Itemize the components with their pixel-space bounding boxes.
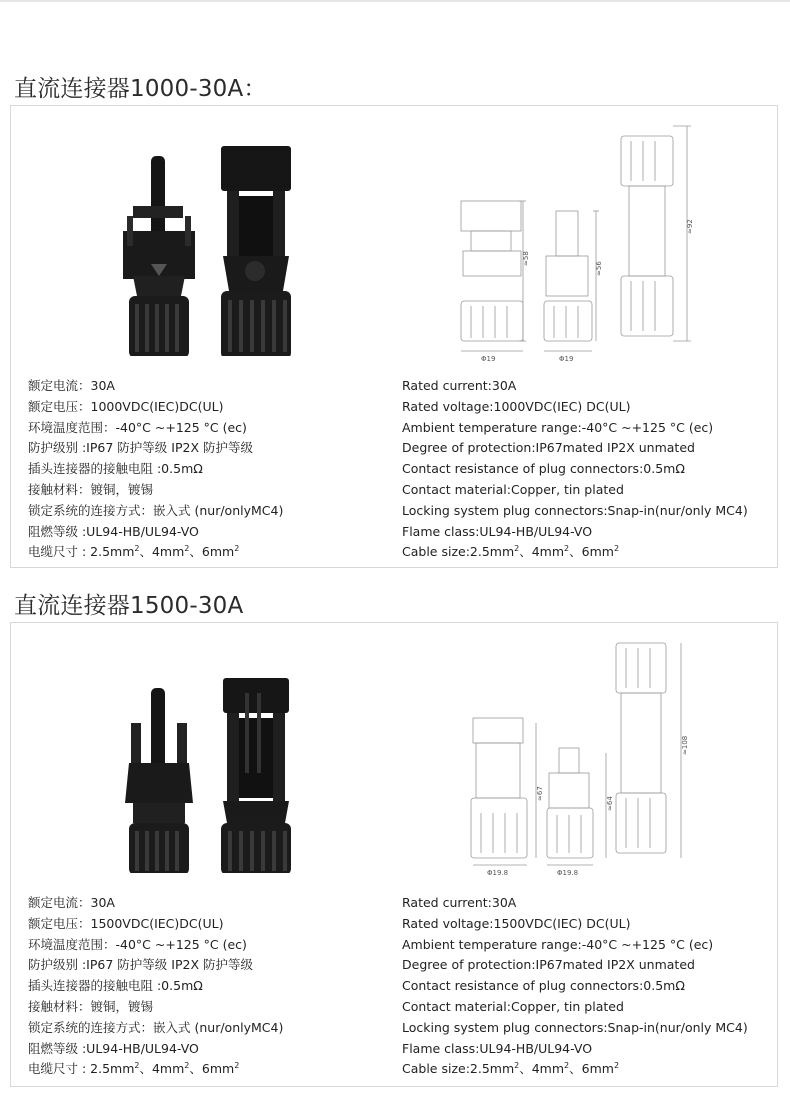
spec-line: 阻燃等级 :UL94-HB/UL94-VO xyxy=(28,1040,199,1056)
dimension-drawing-1000v xyxy=(451,116,761,371)
dim-diameter-1: Φ19 xyxy=(481,355,496,363)
product-card-1500v xyxy=(10,622,778,1087)
spec-line: Ambient temperature range:-40°C ~+125 °C (ec) xyxy=(402,419,714,435)
spec-line: Flame class:UL94-HB/UL94-VO xyxy=(402,523,593,539)
spec-line: 锁定系统的连接方式：嵌入式 (nur/onlyMC4) xyxy=(28,502,284,518)
spec-line: 锁定系统的连接方式：嵌入式 (nur/onlyMC4) xyxy=(28,1019,284,1035)
spec-line: Rated voltage:1000VDC(IEC) DC(UL) xyxy=(402,398,631,414)
spec-line: Rated current:30A xyxy=(402,895,517,910)
spec-line: Rated current:30A xyxy=(402,378,517,393)
dim-height-2: ≈56 xyxy=(595,261,603,276)
specs-chinese-1000v xyxy=(28,376,283,563)
specs-chinese-1500v xyxy=(28,893,283,1080)
spec-line-cable-size: Cable $size:2.5mm^2$、$4mm^2$、$6mm^2$ xyxy=(402,544,620,560)
spec-line: 阻燃等级 :UL94-HB/UL94-VO xyxy=(28,523,199,539)
spec-line-cable-size: 电缆尺寸 : $2.5mm^2$、$4mm^2$、$6mm^2$ xyxy=(28,544,240,560)
dim-height-2: ≈64 xyxy=(606,796,614,811)
dim-diameter-2: Φ19 xyxy=(559,355,574,363)
dim-diameter-1: Φ19.8 xyxy=(487,869,509,877)
dim-height-3: ≈108 xyxy=(681,735,689,755)
spec-line: Degree of protection:IP67mated IP2X unmated xyxy=(402,957,695,973)
specs-english-1500v xyxy=(402,893,748,1080)
spec-line: 额定电压：1500VDC(IEC)DC(UL) xyxy=(28,915,224,931)
spec-line: 接触材料：镀铜，镀锡 xyxy=(28,481,154,497)
dim-height-1: ≈67 xyxy=(536,786,544,801)
dim-diameter-2: Φ19.8 xyxy=(557,869,579,877)
spec-line-cable-size: Cable $size:2.5mm^2$、$4mm^2$、$6mm^2$ xyxy=(402,1061,620,1077)
spec-line: 接触材料：镀铜，镀锡 xyxy=(28,998,154,1014)
spec-line: 环境温度范围：-40°C ~+125 °C (ec) xyxy=(28,419,247,435)
spec-line: Contact resistance of plug connectors:0.5mΩ xyxy=(402,461,685,477)
spec-line: 额定电流：30A xyxy=(28,895,115,910)
section-title-1000v: 直流连接器1000-30A： xyxy=(14,76,267,102)
spec-line: Locking system plug connectors:Snap-in(nur/only MC4) xyxy=(402,1019,748,1035)
spec-line: Locking system plug connectors:Snap-in(nur/only MC4) xyxy=(402,502,748,518)
spec-line: 额定电压：1000VDC(IEC)DC(UL) xyxy=(28,398,224,414)
spec-line: Rated voltage:1500VDC(IEC) DC(UL) xyxy=(402,915,631,931)
spec-line: Ambient temperature range:-40°C ~+125 °C (ec) xyxy=(402,936,714,952)
spec-line: Flame class:UL94-HB/UL94-VO xyxy=(402,1040,593,1056)
connector-photo-1000v xyxy=(111,126,311,356)
spec-line: 防护级别 :IP67 防护等级 IP2X 防护等级 xyxy=(28,440,253,456)
spec-line: Contact resistance of plug connectors:0.5mΩ xyxy=(402,978,685,994)
dim-height-3: ≈92 xyxy=(686,219,694,234)
spec-line: Contact material:Copper, tin plated xyxy=(402,998,624,1014)
top-divider xyxy=(0,0,790,2)
specs-english-1000v xyxy=(402,376,748,563)
dimension-drawing-1500v xyxy=(451,633,761,888)
spec-line: 额定电流：30A xyxy=(28,378,115,393)
spec-line: 插头连接器的接触电阻 :0.5mΩ xyxy=(28,978,203,994)
spec-line: Contact material:Copper, tin plated xyxy=(402,481,624,497)
connector-photo-1500v xyxy=(111,643,311,873)
dim-height-1: ≈58 xyxy=(522,251,530,266)
product-card-1000v xyxy=(10,105,778,568)
section-title-1500v: 直流连接器1500-30A xyxy=(14,593,244,619)
spec-line-cable-size: 电缆尺寸 : $2.5mm^2$、$4mm^2$、$6mm^2$ xyxy=(28,1061,240,1077)
spec-line: 防护级别 :IP67 防护等级 IP2X 防护等级 xyxy=(28,957,253,973)
spec-line: Degree of protection:IP67mated IP2X unmated xyxy=(402,440,695,456)
spec-line: 环境温度范围：-40°C ~+125 °C (ec) xyxy=(28,936,247,952)
spec-line: 插头连接器的接触电阻 :0.5mΩ xyxy=(28,461,203,477)
